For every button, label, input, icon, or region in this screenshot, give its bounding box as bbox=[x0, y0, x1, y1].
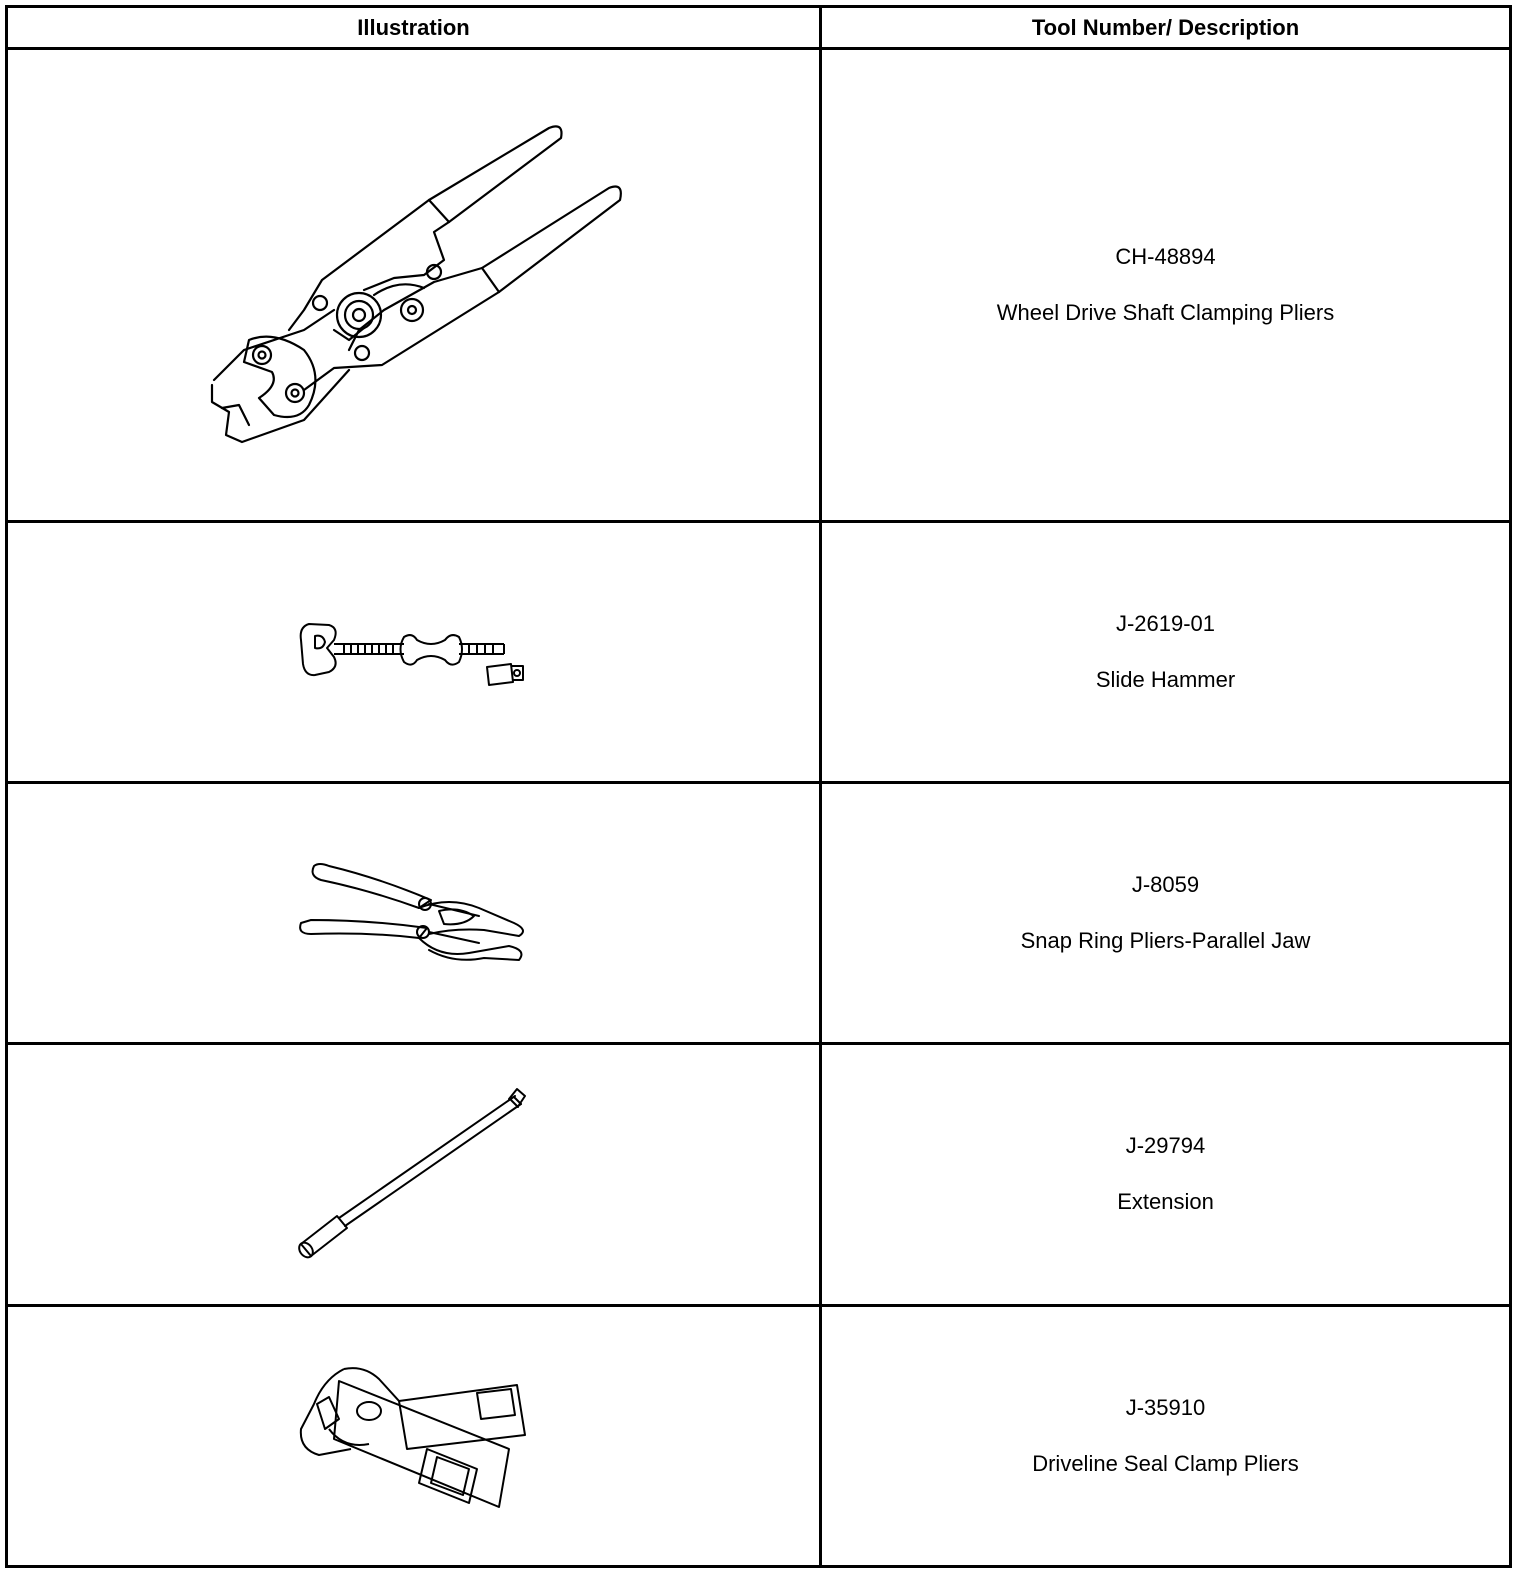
description-cell bbox=[821, 49, 1511, 522]
tool-number: J-29794 bbox=[1125, 1133, 1206, 1159]
table-row bbox=[7, 1044, 1511, 1305]
description-cell bbox=[821, 521, 1511, 782]
description-cell bbox=[821, 1305, 1511, 1566]
illustration-cell bbox=[7, 1044, 821, 1305]
seal-clamp-pliers-icon bbox=[294, 1361, 534, 1511]
illustration-cell bbox=[7, 782, 821, 1043]
table-row bbox=[7, 782, 1511, 1043]
description-cell bbox=[821, 1044, 1511, 1305]
header-illustration: Illustration bbox=[7, 7, 821, 49]
table-row bbox=[7, 49, 1511, 522]
header-tool-description: Tool Number/ Description bbox=[821, 7, 1511, 49]
illustration-cell bbox=[7, 521, 821, 782]
tools-table bbox=[5, 5, 1512, 1568]
tool-number: J-8059 bbox=[1131, 872, 1200, 898]
snap-ring-pliers-icon bbox=[294, 858, 534, 968]
tool-number: CH-48894 bbox=[1115, 243, 1216, 269]
tool-description: Driveline Seal Clamp Pliers bbox=[1032, 1450, 1299, 1476]
description-cell bbox=[821, 782, 1511, 1043]
clamping-pliers-icon bbox=[199, 115, 629, 455]
header-row bbox=[7, 7, 1511, 49]
extension-bar-icon bbox=[294, 1084, 534, 1264]
illustration-cell bbox=[7, 49, 821, 522]
tool-description: Slide Hammer bbox=[1095, 666, 1236, 692]
illustration-cell bbox=[7, 1305, 821, 1566]
table-row bbox=[7, 1305, 1511, 1566]
tool-number: J-2619-01 bbox=[1115, 610, 1216, 636]
tool-number: J-35910 bbox=[1125, 1394, 1206, 1420]
tool-description: Snap Ring Pliers-Parallel Jaw bbox=[1020, 928, 1311, 954]
slide-hammer-icon bbox=[294, 617, 534, 687]
tool-description: Wheel Drive Shaft Clamping Pliers bbox=[996, 299, 1335, 325]
tool-description: Extension bbox=[1117, 1189, 1214, 1215]
table-row bbox=[7, 521, 1511, 782]
